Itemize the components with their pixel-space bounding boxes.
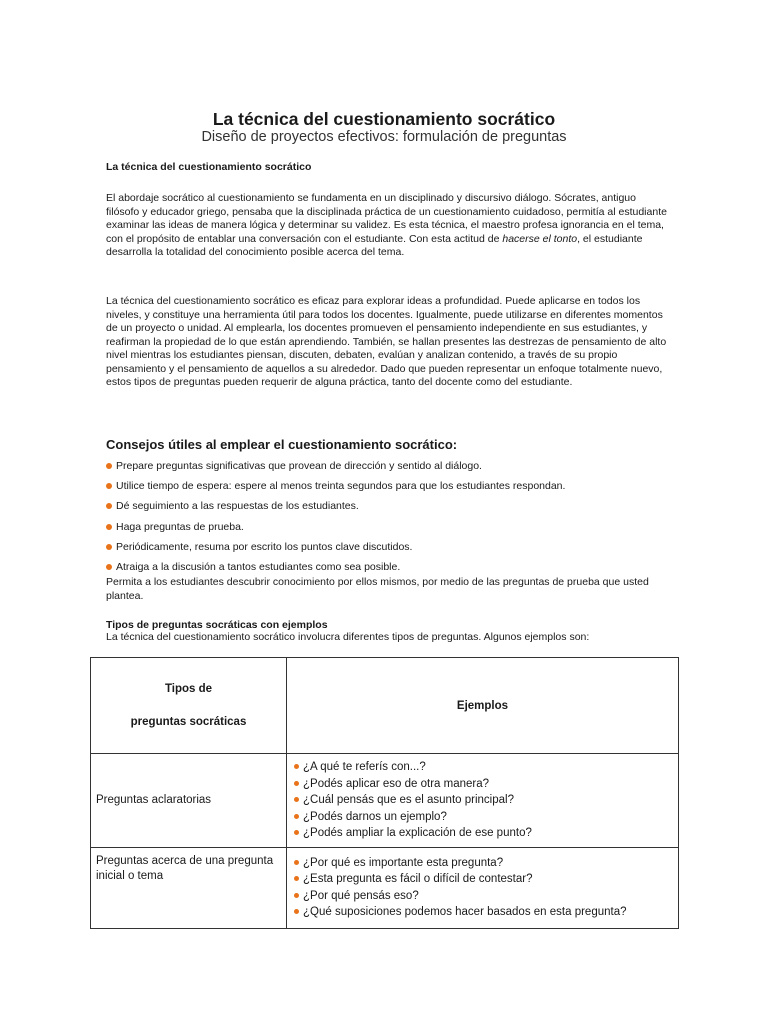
list-item bbox=[294, 809, 677, 826]
page-title: La técnica del cuestionamiento socrático bbox=[212, 109, 556, 129]
column-header-types-line1: Tipos de bbox=[164, 682, 213, 695]
list-item bbox=[294, 855, 677, 872]
table-row bbox=[91, 754, 679, 848]
list-item-text: Dé seguimiento a las respuestas de los estudiantes. bbox=[116, 500, 359, 513]
list-item bbox=[294, 825, 677, 842]
bullet-icon bbox=[294, 830, 299, 835]
example-text: ¿Por qué pensás eso? bbox=[303, 889, 419, 902]
paragraph-intro-emphasis: hacerse el tonto bbox=[502, 232, 578, 245]
bullet-icon bbox=[294, 764, 299, 769]
example-text: ¿Esta pregunta es fácil o difícil de contestar? bbox=[303, 873, 533, 885]
section-heading: La técnica del cuestionamiento socrático bbox=[106, 161, 312, 173]
example-text: ¿Qué suposiciones podemos hacer basados en esta pregunta? bbox=[303, 906, 627, 918]
list-item bbox=[106, 540, 565, 560]
example-text: ¿Por qué es importante esta pregunta? bbox=[303, 856, 504, 869]
example-text: ¿A qué te referís con...? bbox=[303, 761, 426, 773]
column-header-types-line2: preguntas socráticas bbox=[130, 715, 247, 728]
bullet-icon bbox=[294, 893, 299, 898]
example-text: ¿Podés aplicar eso de otra manera? bbox=[303, 777, 490, 790]
question-type-cell: Preguntas acerca de una pregunta inicial o tema bbox=[91, 847, 287, 928]
list-item-text: Prepare preguntas significativas que provean de dirección y sentido al diálogo. bbox=[116, 460, 482, 472]
column-header-types bbox=[91, 658, 287, 754]
bullet-icon bbox=[294, 797, 299, 802]
list-item bbox=[294, 759, 677, 776]
examples-cell bbox=[287, 847, 679, 928]
page-subtitle: Diseño de proyectos efectivos: formulación de preguntas bbox=[201, 129, 567, 145]
list-item bbox=[106, 479, 565, 499]
question-types-table bbox=[90, 657, 679, 929]
paragraph-technique: La técnica del cuestionamiento socrático es eficaz para explorar ideas a profundidad. Puede aplicarse en todos los niveles, y constituye una herramienta útil para todos los docentes. Igualmente, puede utilizarse en diferentes momentos de un proyecto o unidad. Al emplearla, los docentes promueven el pensamiento independiente en sus estudiantes, y reafirman la propiedad de lo que están aprendiendo. También, se hallan presentes las destrezas de pensamiento de alto nivel mientras los estudiantes piensan, discuten, debaten, evalúan y analizan contenido, a través de su propio pensamiento y el pensamiento de aquellos a su alrededor. Dado que pueden representar un enfoque totalmente nuevo, estos tipos de preguntas pueden requerir de alguna práctica, tanto del docente como del estudiante. bbox=[106, 295, 667, 388]
bullet-icon bbox=[294, 876, 299, 881]
bullet-icon bbox=[106, 463, 112, 469]
list-item-text: Utilice tiempo de espera: espere al menos treinta segundos para que los estudiantes respondan. bbox=[116, 480, 566, 493]
list-item-text: Atraiga a la discusión a tantos estudiantes como sea posible. bbox=[116, 560, 401, 573]
bullet-icon bbox=[106, 483, 112, 489]
types-intro: La técnica del cuestionamiento socrático involucra diferentes tipos de preguntas. Algunos ejemplos son: bbox=[106, 631, 590, 643]
example-text: ¿Cuál pensás que es el asunto principal? bbox=[303, 794, 514, 806]
list-item bbox=[106, 520, 565, 540]
tips-heading: Consejos útiles al emplear el cuestionamiento socrático: bbox=[106, 437, 458, 452]
paragraph-intro-part1: El abordaje socrático al cuestionamiento se fundamenta en un disciplinado y discursivo diálogo. Sócrates, antiguo filósofo y educador griego, pensaba que la disciplinada práctica de un cuestionamiento cuidadoso, permitía al estudiante examinar las ideas de manera lógica y determinar su validez. Es esta técnica, el maestro profesa ignorancia en el tema, con el propósito de entablar una conversación con el estudiante. Con esta actitud de bbox=[106, 192, 667, 245]
tips-closing-text: Permita a los estudiantes descubrir conocimiento por ellos mismos, por medio de las preguntas de prueba que usted plantea. bbox=[106, 576, 649, 602]
types-heading: Tipos de preguntas socráticas con ejemplos bbox=[106, 619, 328, 631]
paragraph-intro-part2: , el estudiante desarrolla la totalidad del conocimiento posible acerca del tema. bbox=[106, 232, 643, 258]
example-text: ¿Podés ampliar la explicación de ese punto? bbox=[303, 827, 532, 839]
column-header-examples: Ejemplos bbox=[287, 658, 679, 754]
examples-cell bbox=[287, 754, 679, 848]
table-header-row bbox=[91, 658, 679, 754]
tips-list bbox=[106, 459, 565, 580]
paragraph-intro bbox=[106, 192, 671, 260]
examples-list bbox=[288, 851, 677, 925]
example-text: ¿Podés darnos un ejemplo? bbox=[303, 810, 447, 823]
list-item bbox=[294, 776, 677, 793]
bullet-icon bbox=[294, 781, 299, 786]
question-type-cell: Preguntas aclaratorias bbox=[91, 754, 287, 848]
bullet-icon bbox=[106, 503, 112, 509]
bullet-icon bbox=[294, 909, 299, 914]
bullet-icon bbox=[106, 544, 112, 550]
bullet-icon bbox=[106, 564, 112, 570]
list-item-text: Periódicamente, resuma por escrito los puntos clave discutidos. bbox=[116, 540, 413, 553]
bullet-icon bbox=[294, 814, 299, 819]
list-item bbox=[294, 888, 677, 905]
bullet-icon bbox=[106, 524, 112, 530]
list-item bbox=[106, 459, 565, 479]
list-item bbox=[294, 871, 677, 888]
examples-list bbox=[288, 755, 677, 846]
list-item-text: Haga preguntas de prueba. bbox=[116, 520, 244, 533]
table-row bbox=[91, 847, 679, 928]
bullet-icon bbox=[294, 860, 299, 865]
list-item bbox=[106, 499, 565, 519]
list-item bbox=[294, 792, 677, 809]
list-item bbox=[294, 904, 677, 921]
